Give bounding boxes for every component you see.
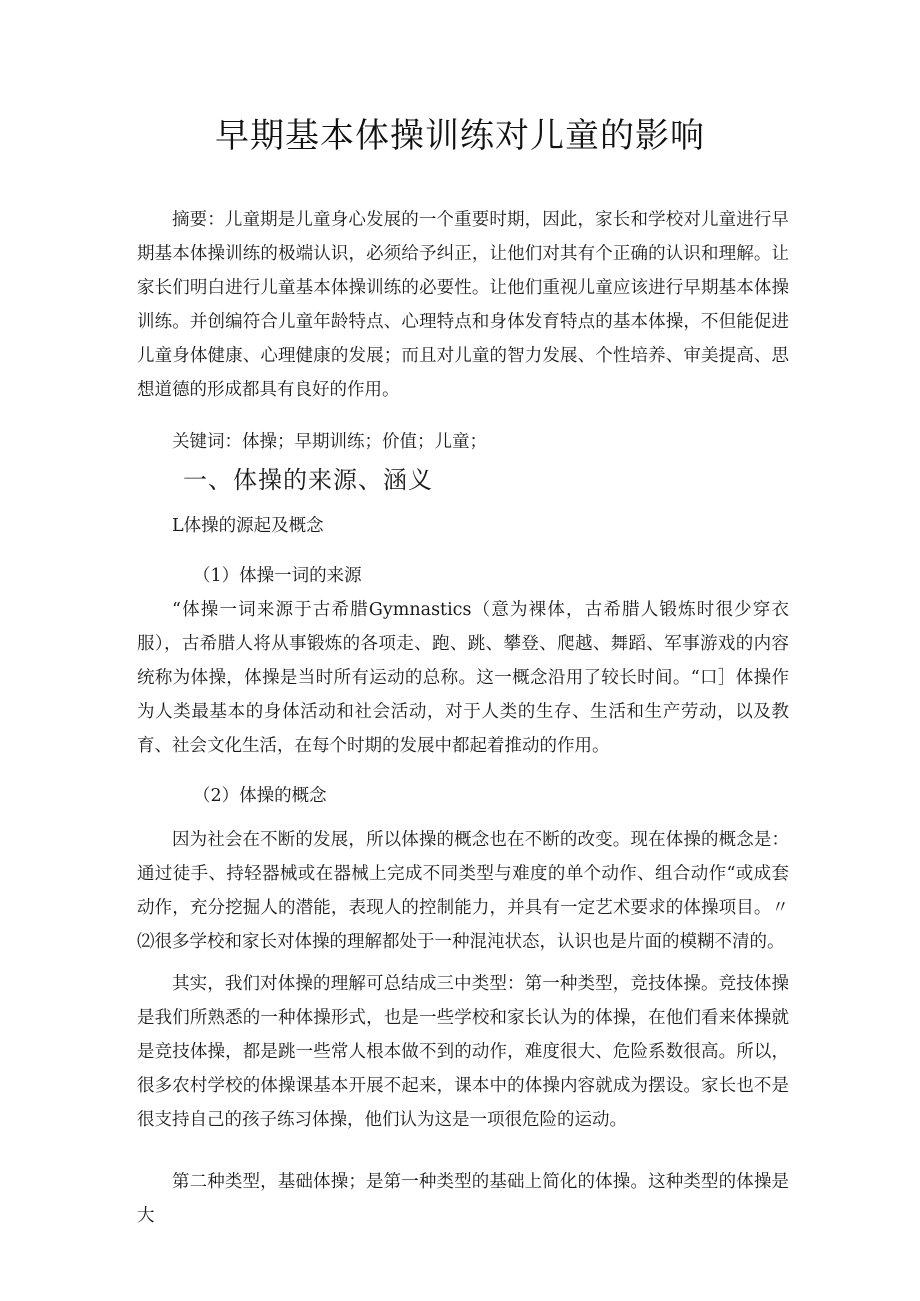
document-title: 早期基本体操训练对儿童的影响 (215, 116, 705, 156)
origin-paragraph: “体操一词来源于古希腊Gymnastics（意为裸体，古希腊人锻炼时很少穿衣服），古希腊人将从事锻炼的各项走、跑、跳、攀登、爬越、舞蹈、军事游戏的内容统称为体操，体操是当时所有运动的总称。这一概念沿用了较长时间。“口］体操作为人类最基本的身体活动和社会活动，对于人类的生存、生活和生产劳动，以及教育、社会文化生活，在每个时期的发展中都起着推动的作用。 (137, 600, 789, 756)
subsection-heading: L体操的源起及概念 (172, 516, 324, 536)
keywords-line: 关键词：体操；早期训练；价值；儿童； (172, 432, 487, 452)
item-heading-concept: （2）体操的概念 (193, 786, 327, 806)
item-heading-origin: （1）体操一词的来源 (193, 566, 362, 586)
types-paragraph: 其实，我们对体操的理解可总结成三中类型：第一种类型，竞技体操。竞技体操是我们所熟悉的一种体操形式，也是一些学校和家长认为的体操，在他们看来体操就是竞技体操，都是跳一些常人根本做不到的动作，难度很大、危险系数很高。所以，很多农村学校的体操课基本开展不起来，课本中的体操内容就成为摆设。家长也不是很支持自己的孩子练习体操，他们认为这是一项很危险的运动。 (137, 974, 789, 1130)
section-heading: 一、体操的来源、涵义 (183, 466, 433, 494)
concept-paragraph: 因为社会在不断的发展，所以体操的概念也在不断的改变。现在体操的概念是：通过徒手、持轻器械或在器械上完成不同类型与难度的单个动作、组合动作“或成套动作，充分挖掘人的潜能，表现人的控制能力，并具有一定艺术要求的体操项目。〃⑵很多学校和家长对体操的理解都处于一种混沌状态，认识也是片面的模糊不清的。 (137, 830, 789, 952)
abstract-paragraph: 摘要：儿童期是儿童身心发展的一个重要时期，因此，家长和学校对儿童进行早期基本体操训练的极端认识，必须给予纠正，让他们对其有个正确的认识和理解。让家长们明白进行儿童基本体操训练的必要性。让他们重视儿童应该进行早期基本体操训练。并创编符合儿童年龄特点、心理特点和身体发育特点的基本体操，不但能促进儿童身体健康、心理健康的发展；而且对儿童的智力发展、个性培养、审美提高、思想道德的形成都具有良好的作用。 (137, 210, 789, 400)
second-type-paragraph: 第二种类型，基础体操；是第一种类型的基础上简化的体操。这种类型的体操是大 (137, 1172, 789, 1226)
